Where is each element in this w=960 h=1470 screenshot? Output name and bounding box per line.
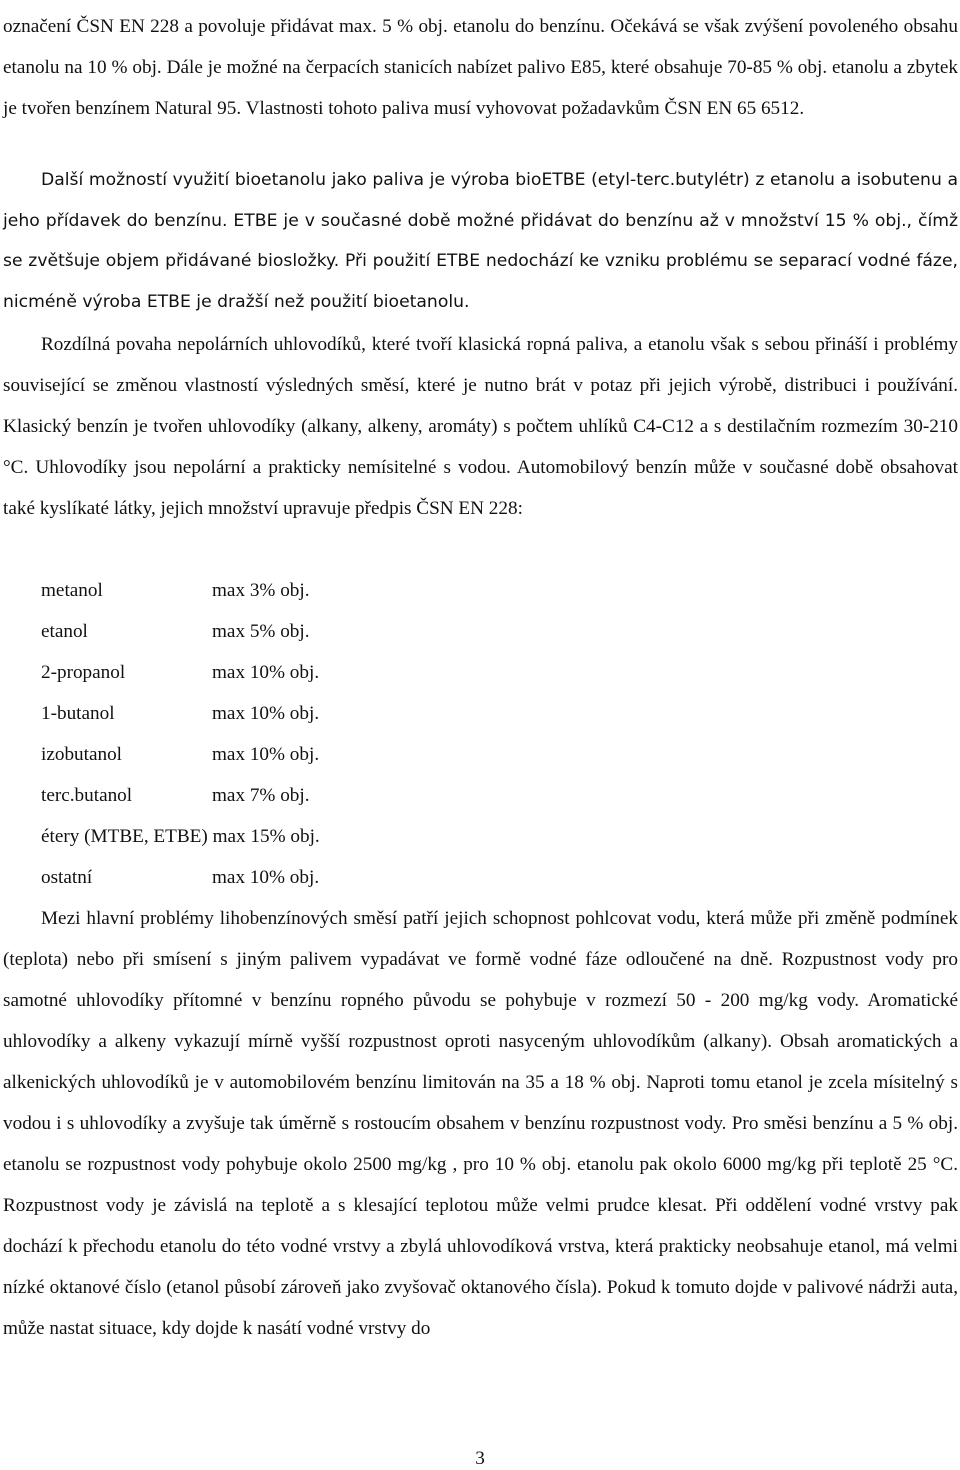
paragraph-hydrocarbons: Rozdílná povaha nepolárních uhlovodíků, které tvoří klasická ropná paliva, a etanolu však s sebou přináší i problémy související se změnou vlastností výsledných směsí, které je nutno brát v potaz při jejich výrobě, distribuci i používání. Klasický benzín je tvořen uhlovodíky (alkany, alkeny, aromáty) s počtem uhlíků C4-C12 a s destilačním rozmezím 30-210 °C. Uhlovodíky jsou nepolární a prakticky nemísitelné s vodou. Automobilový benzín může v současné době obsahovat také kyslíkaté látky, jejich množství upravuje předpis ČSN EN 228: bbox=[3, 334, 958, 519]
limit-name: ostatní bbox=[41, 867, 93, 888]
limit-row-terc-butanol bbox=[41, 775, 641, 816]
paragraph-water-solubility: Mezi hlavní problémy lihobenzínových směsí patří jejich schopnost pohlcovat vodu, která může při změně podmínek (teplota) nebo při smísení s jiným palivem vypadávat ve formě vodné fáze odloučené na dně. Rozpustnost vody pro samotné uhlovodíky přítomné v benzínu ropného původu se pohybuje v rozmezí 50 - 200 mg/kg vody. Aromatické uhlovodíky a alkeny vykazují mírně vyšší rozpustnost oproti nasyceným uhlovodíkům (alkany). Obsah aromatických a alkenických uhlovodíků je v automobilovém benzínu limitován na 35 a 18 % obj. Naproti tomu etanol je zcela mísitelný s vodou i s uhlovodíky a zvyšuje tak úměrně s rostoucím obsahem v benzínu rozpustnost vody. Pro směsi benzínu a 5 % obj. etanolu se rozpustnost vody pohybuje okolo 2500 mg/kg , pro 10 % obj. etanolu pak okolo 6000 mg/kg při teplotě 25 °C. Rozpustnost vody je závislá na teplotě a s klesající teplotou může velmi prudce klesat. Při oddělení vodné vrstvy pak dochází k přechodu etanolu do této vodné vrstvy a zbylá uhlovodíková vrstva, která prakticky neobsahuje etanol, má velmi nízké oktanové číslo (etanol působí zároveň jako zvyšovač oktanového čísla). Pokud k tomuto dojde v palivové nádrži auta, může nastat situace, kdy dojde k nasátí vodné vrstvy do bbox=[3, 908, 958, 1339]
limit-row-izobutanol bbox=[41, 734, 641, 775]
limit-row-metanol bbox=[41, 570, 641, 611]
limit-value: max 7% obj. bbox=[212, 785, 310, 806]
limit-value: max 5% obj. bbox=[212, 621, 310, 642]
limit-value: max 3% obj. bbox=[212, 580, 310, 601]
limit-name: etanol bbox=[41, 621, 88, 642]
paragraph-ethanol-norm: označení ČSN EN 228 a povoluje přidávat max. 5 % obj. etanolu do benzínu. Očekává se však zvýšení povoleného obsahu etanolu na 10 % obj. Dále je možné na čerpacích stanicích nabízet palivo E85, které obsahuje 70-85 % obj. etanolu a zbytek je tvořen benzínem Natural 95. Vlastnosti tohoto paliva musí vyhovovat požadavkům ČSN EN 65 6512. bbox=[3, 16, 958, 119]
limit-value: max 10% obj. bbox=[212, 744, 320, 765]
limit-value: max 10% obj. bbox=[212, 703, 320, 724]
limit-name: terc.butanol bbox=[41, 785, 133, 806]
limit-row-etanol bbox=[41, 611, 641, 652]
oxygenates-limit-list bbox=[41, 570, 641, 898]
limit-row-1-butanol bbox=[41, 693, 641, 734]
limit-name: metanol bbox=[41, 580, 103, 601]
limit-value: max 15% obj. bbox=[212, 826, 320, 847]
limit-name: 1-butanol bbox=[41, 703, 115, 724]
limit-row-2-propanol bbox=[41, 652, 641, 693]
page-number: 3 bbox=[475, 1448, 485, 1469]
limit-row-etery bbox=[41, 816, 641, 857]
limit-value: max 10% obj. bbox=[212, 662, 320, 683]
paragraph-etbe: Další možností využití bioetanolu jako paliva je výroba bioETBE (etyl-terc.butylétr) z etanolu a isobutenu a jeho přídavek do benzínu. ETBE je v současné době možné přidávat do benzínu až v množství 15 % obj., čímž se zvětšuje objem přidávané biosložky. Při použití ETBE nedochází ke vzniku problému se separací vodné fáze, nicméně výroba ETBE je dražší než použití bioetanolu. bbox=[3, 170, 958, 312]
limit-value: max 10% obj. bbox=[212, 867, 320, 888]
limit-name: étery (MTBE, ETBE) bbox=[41, 826, 208, 847]
limit-name: izobutanol bbox=[41, 744, 122, 765]
limit-row-ostatni bbox=[41, 857, 641, 898]
limit-name: 2-propanol bbox=[41, 662, 126, 683]
